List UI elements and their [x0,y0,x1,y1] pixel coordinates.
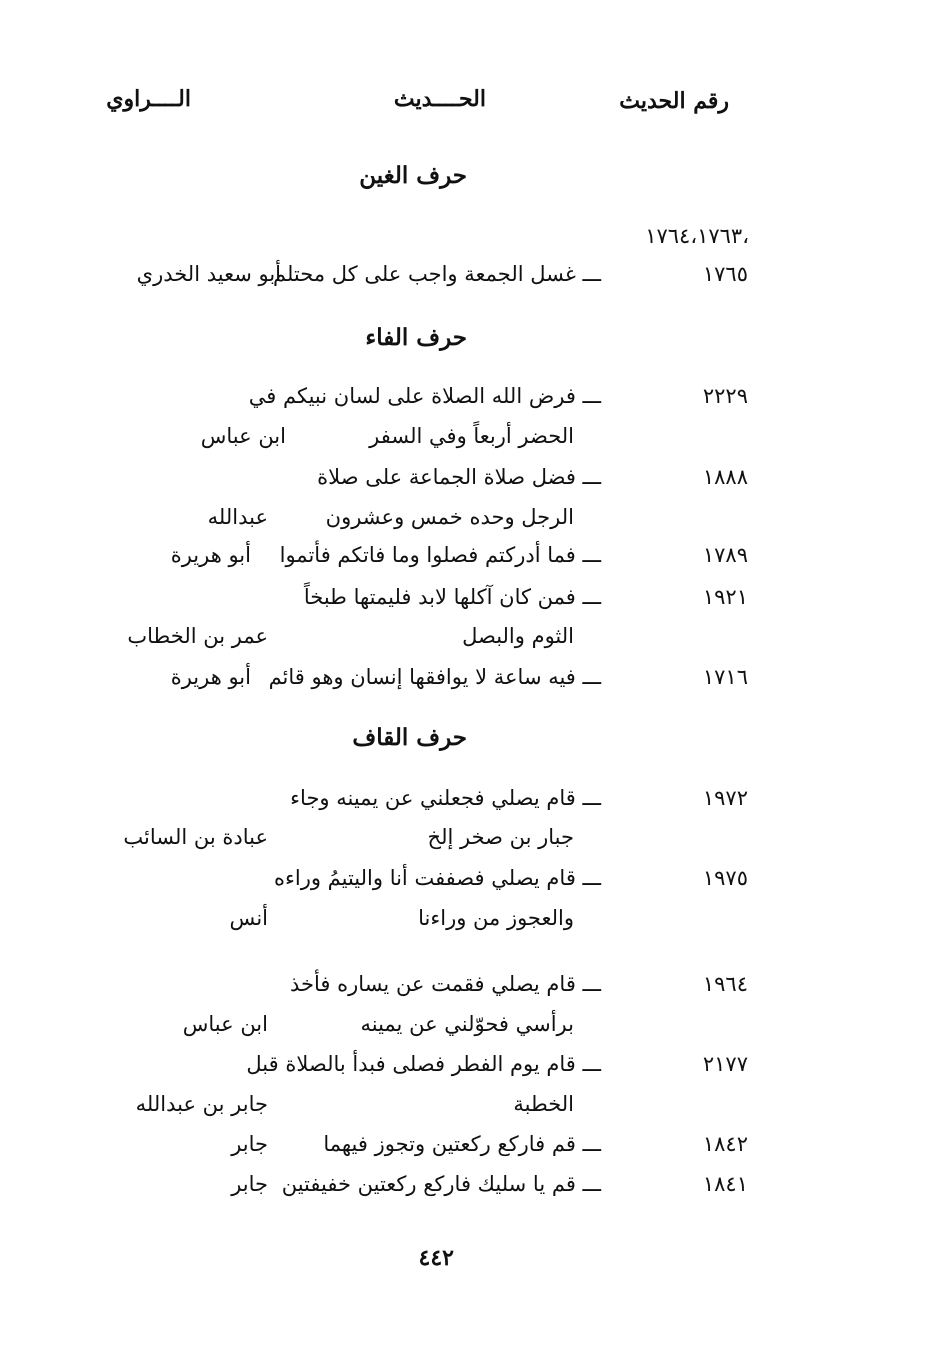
entry-hadith-continuation: الحضر أربعاً وفي السفر [369,424,574,448]
entry-narrator: أبو هريرة [170,665,251,689]
entry-hadith-continuation: جبار بن صخر إلخ [427,825,574,849]
entry-number: ١٩٧٢ [702,786,748,810]
page-number: ٤٤٢ [418,1245,454,1271]
entry-narrator: ابن عباس [200,424,286,448]
entry-hadith-text: ـــ قام يصلي فصففت أنا واليتيمُ وراءه [274,866,601,890]
entry-hadith-text: ـــ قم فاركع ركعتين وتجوز فيهما [323,1132,601,1156]
entry-narrator: عبادة بن السائب [123,825,268,849]
pre-numbers: ،١٧٦٤،١٧٦٣ [645,224,749,248]
entry-hadith-continuation: والعجوز من وراءنا [418,906,574,930]
entry-hadith-text: ـــ فمن كان آكلها لابد فليمتها طبخاً [304,585,601,609]
entry-number: ١٨٤١ [702,1172,748,1196]
entry-number: ٢٢٢٩ [702,384,748,408]
section-title-qaf: حرف القاف [352,724,467,751]
entry-narrator: جابر [231,1132,268,1156]
header-col-number: رقم الحديث [619,88,729,114]
entry-number: ١٧٦٥ [702,262,748,286]
entry-hadith-text: ـــ فما أدركتم فصلوا وما فاتكم فأتموا [280,543,601,567]
entry-number: ١٩٧٥ [702,866,748,890]
header-col-narrator: الــــراوي [106,86,191,112]
header-col-hadith: الحــــديث [393,86,486,112]
section-title-fa: حرف الفاء [365,324,467,351]
entry-hadith-text: ـــ قم يا سليك فاركع ركعتين خفيفتين [282,1172,601,1196]
entry-narrator: أنس [229,906,268,930]
entry-number: ١٩٦٤ [702,972,748,996]
entry-number: ١٩٢١ [702,585,748,609]
entry-hadith-continuation: الخطبة [513,1092,574,1116]
entry-hadith-text: ـــ فرض الله الصلاة على لسان نبيكم في [249,384,601,408]
entry-number: ٢١٧٧ [702,1052,748,1076]
entry-hadith-text: ـــ قام يوم الفطر فصلى فبدأ بالصلاة قبل [246,1052,601,1076]
entry-narrator: عمر بن الخطاب [127,624,268,648]
entry-hadith-text: ـــ قام يصلي فجعلني عن يمينه وجاء [290,786,601,810]
entry-narrator: عبدالله [207,505,268,529]
entry-hadith-text: ـــ فضل صلاة الجماعة على صلاة [317,465,601,489]
entry-narrator: ابن عباس [182,1012,268,1036]
entry-number: ١٧١٦ [702,665,748,689]
entry-number: ١٨٤٢ [702,1132,748,1156]
section-title-ghayn: حرف الغين [359,162,467,189]
entry-hadith-text: ـــ فيه ساعة لا يوافقها إنسان وهو قائم [269,665,601,689]
entry-hadith-continuation: الرجل وحده خمس وعشرون [325,505,574,529]
entry-hadith-continuation: برأسي فحوّلني عن يمينه [360,1012,574,1036]
entry-narrator: أبو سعيد الخدري [136,262,281,286]
entry-hadith-continuation: الثوم والبصل [462,624,574,648]
entry-number: ١٨٨٨ [702,465,748,489]
entry-narrator: جابر بن عبدالله [135,1092,268,1116]
entry-hadith-text: ـــ قام يصلي فقمت عن يساره فأخذ [290,972,601,996]
entry-hadith-text: ـــ غسل الجمعة واجب على كل محتلم [273,262,601,286]
entry-narrator: جابر [231,1172,268,1196]
entry-number: ١٧٨٩ [702,543,748,567]
entry-narrator: أبو هريرة [170,543,251,567]
